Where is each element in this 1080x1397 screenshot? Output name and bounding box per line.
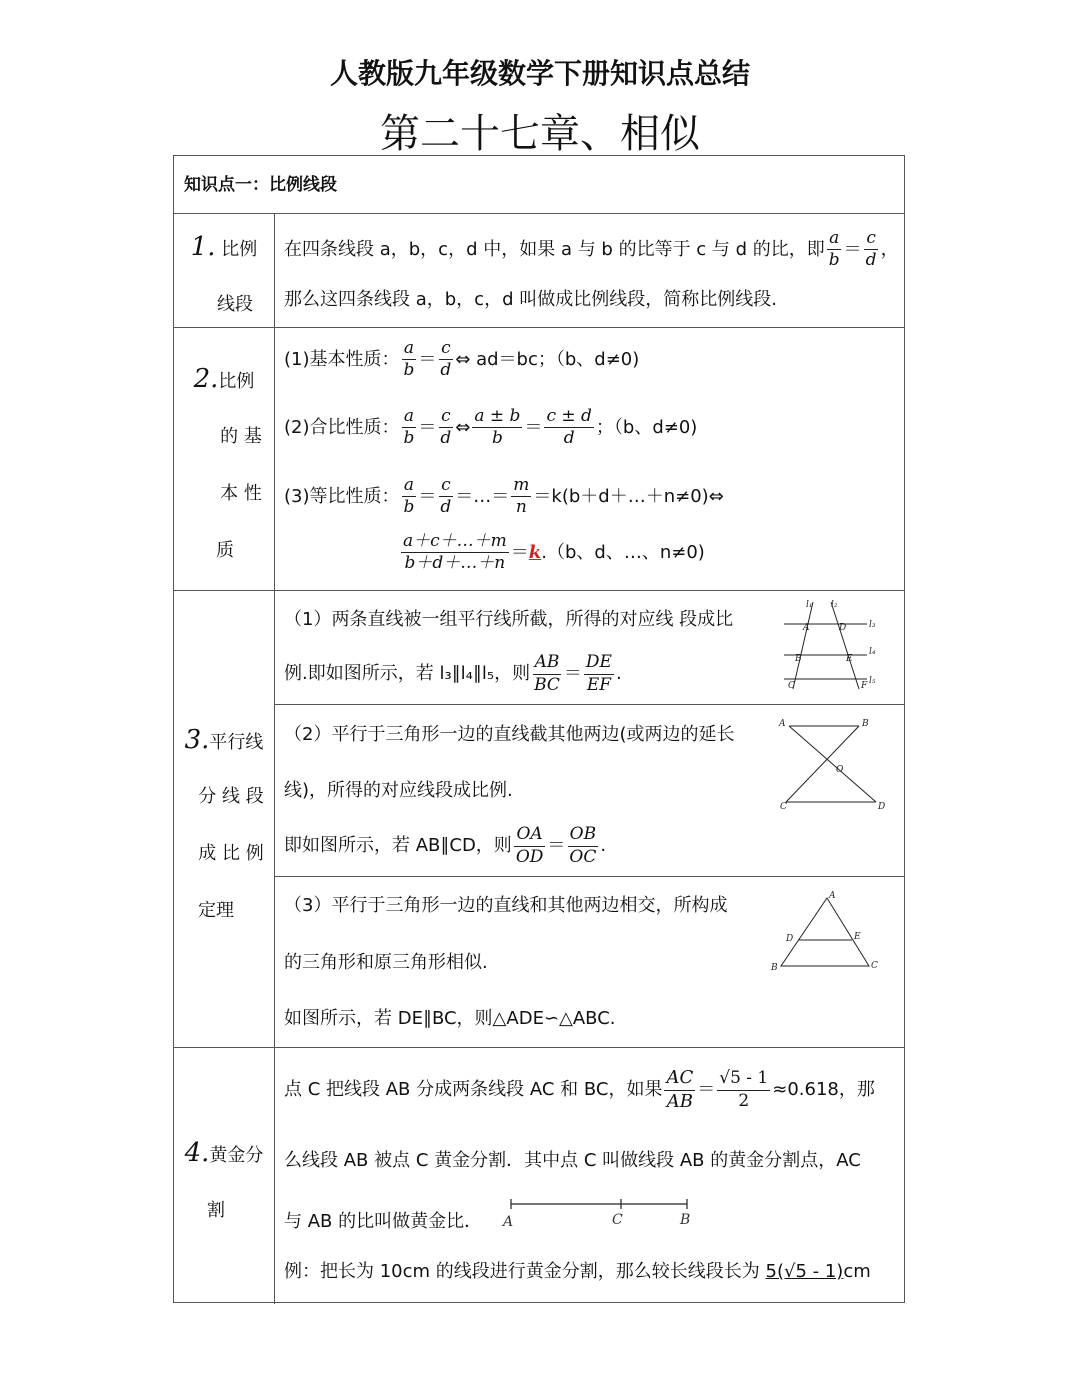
- svg-text:A: A: [503, 1214, 514, 1230]
- row3-label-2: 分 线 段: [198, 786, 264, 807]
- svg-text:B: B: [680, 1212, 691, 1228]
- svg-text:A: A: [779, 719, 786, 729]
- row2-label: 2.比例: [193, 364, 255, 394]
- basic-property: (1)基本性质： $\frac{a}{b}$ ＝ $\frac{c}{d}$ ⇔ ad＝bc；（b、d≠0): [284, 338, 640, 381]
- svg-text:E: E: [846, 654, 853, 664]
- svg-text:B: B: [795, 654, 802, 664]
- theorem-2-line1: （2）平行于三角形一边的直线截其他两边(或两边的延长: [284, 724, 735, 745]
- row-divider: [274, 876, 904, 877]
- theorem-1-line1: （1）两条直线被一组平行线所截，所得的对应线 段成比: [284, 609, 734, 630]
- chapter-title: 第二十七章、相似: [380, 111, 700, 157]
- composition-property: (2)合比性质： $\frac{a}{b}$ ＝ $\frac{c}{d}$ ⇔ $\frac{a \pm b}{b}$ ＝ $\frac{c \pm d}{d}$ ；（b、d≠0): [284, 406, 698, 449]
- row1-label-2: 线段: [217, 294, 253, 315]
- theorem-2-line2: 线)，所得的对应线段成比例.: [284, 780, 513, 801]
- row3-label: 3.平行线: [184, 725, 264, 755]
- theorem-2-line3: 即如图所示，若 AB∥CD，则 $\frac{OA}{OD}$ ＝ $\frac{OB}{OC}$ .: [284, 824, 607, 867]
- svg-text:E: E: [854, 932, 861, 942]
- svg-text:l₄: l₄: [869, 647, 876, 657]
- figure-hourglass: [774, 714, 894, 814]
- svg-text:l₂: l₂: [831, 600, 838, 610]
- row2-label-4: 质: [216, 540, 234, 561]
- golden-line1: 点 C 把线段 AB 分成两条线段 AC 和 BC，如果 $\frac{AC}{AB}$ ＝ $\frac{√5 - 1}{2}$ ≈0.618，那: [284, 1067, 875, 1112]
- row-divider: [174, 590, 904, 591]
- svg-text:A: A: [829, 891, 836, 901]
- golden-line3: 与 AB 的比叫做黄金比．: [284, 1211, 483, 1232]
- svg-text:D: D: [878, 802, 886, 812]
- row-divider: [274, 704, 904, 705]
- svg-text:B: B: [771, 963, 778, 973]
- row3-label-4: 定理: [198, 900, 234, 921]
- svg-text:B: B: [862, 719, 869, 729]
- svg-text:F: F: [861, 681, 868, 691]
- column-divider: [274, 213, 275, 1304]
- figure-parallel-lines: [779, 597, 889, 695]
- document-title: 人教版九年级数学下册知识点总结: [329, 57, 750, 90]
- svg-text:C: C: [788, 681, 795, 691]
- section-header: 知识点一：比例线段: [184, 175, 337, 195]
- svg-text:A: A: [803, 623, 810, 633]
- knowledge-table: [173, 155, 905, 1303]
- row2-label-2: 的 基: [220, 426, 262, 447]
- theorem-1-line2: 例.即如图所示，若 l₃∥l₄∥l₅，则 $\frac{AB}{BC}$ ＝ $\frac{DE}{EF}$ .: [284, 652, 622, 695]
- svg-text:O: O: [836, 765, 844, 775]
- svg-text:C: C: [780, 802, 787, 812]
- svg-text:l₅: l₅: [869, 676, 876, 686]
- theorem-3-line2: 的三角形和原三角形相似.: [284, 952, 488, 973]
- theorem-3-line1: （3）平行于三角形一边的直线和其他两边相交，所构成: [284, 895, 728, 916]
- figure-triangle: [769, 886, 889, 976]
- svg-text:D: D: [786, 934, 794, 944]
- row-divider: [174, 327, 904, 328]
- svg-text:l₁: l₁: [806, 600, 813, 610]
- svg-text:C: C: [612, 1212, 623, 1228]
- row-divider: [174, 213, 904, 214]
- svg-text:C: C: [871, 961, 878, 971]
- row1-label: 1. 比例: [190, 232, 258, 262]
- row1-line1: 在四条线段 a，b，c，d 中，如果 a 与 b 的比等于 c 与 d 的比，即 $\frac{a}{b}$ ＝ $\frac{c}{d}$ ，: [284, 228, 899, 271]
- figure-golden-segment: [499, 1196, 699, 1232]
- row4-label-2: 割: [207, 1200, 225, 1221]
- row1-number: 1.: [190, 232, 216, 262]
- row-divider: [174, 1047, 904, 1048]
- row2-label-3: 本 性: [220, 483, 262, 504]
- golden-example: 例：把长为 10cm 的线段进行黄金分割，那么较长线段长为 5(√5 - 1)cm: [284, 1261, 871, 1282]
- golden-example-answer: 5(√5 - 1): [765, 1261, 844, 1282]
- svg-text:D: D: [839, 623, 847, 633]
- equal-ratio-result: $\frac{a+c+\dots+m}{b+d+\dots+n}$ ＝k.（b、d、…、n≠0): [403, 531, 705, 574]
- row4-label: 4.黄金分: [184, 1138, 264, 1168]
- row3-label-3: 成 比 例: [198, 843, 264, 864]
- golden-line2: 么线段 AB 被点 C 黄金分割．其中点 C 叫做线段 AB 的黄金分割点，AC: [284, 1150, 861, 1171]
- theorem-3-line3: 如图所示，若 DE∥BC，则△ADE∽△ABC.: [284, 1008, 616, 1029]
- row1-line2: 那么这四条线段 a，b，c，d 叫做成比例线段，简称比例线段.: [284, 289, 777, 310]
- svg-text:l₃: l₃: [869, 620, 876, 630]
- equal-ratio-property: (3)等比性质： $\frac{a}{b}$ ＝ $\frac{c}{d}$ ＝…＝ $\frac{m}{n}$ ＝k(b＋d＋…＋n≠0)⇔: [284, 475, 724, 518]
